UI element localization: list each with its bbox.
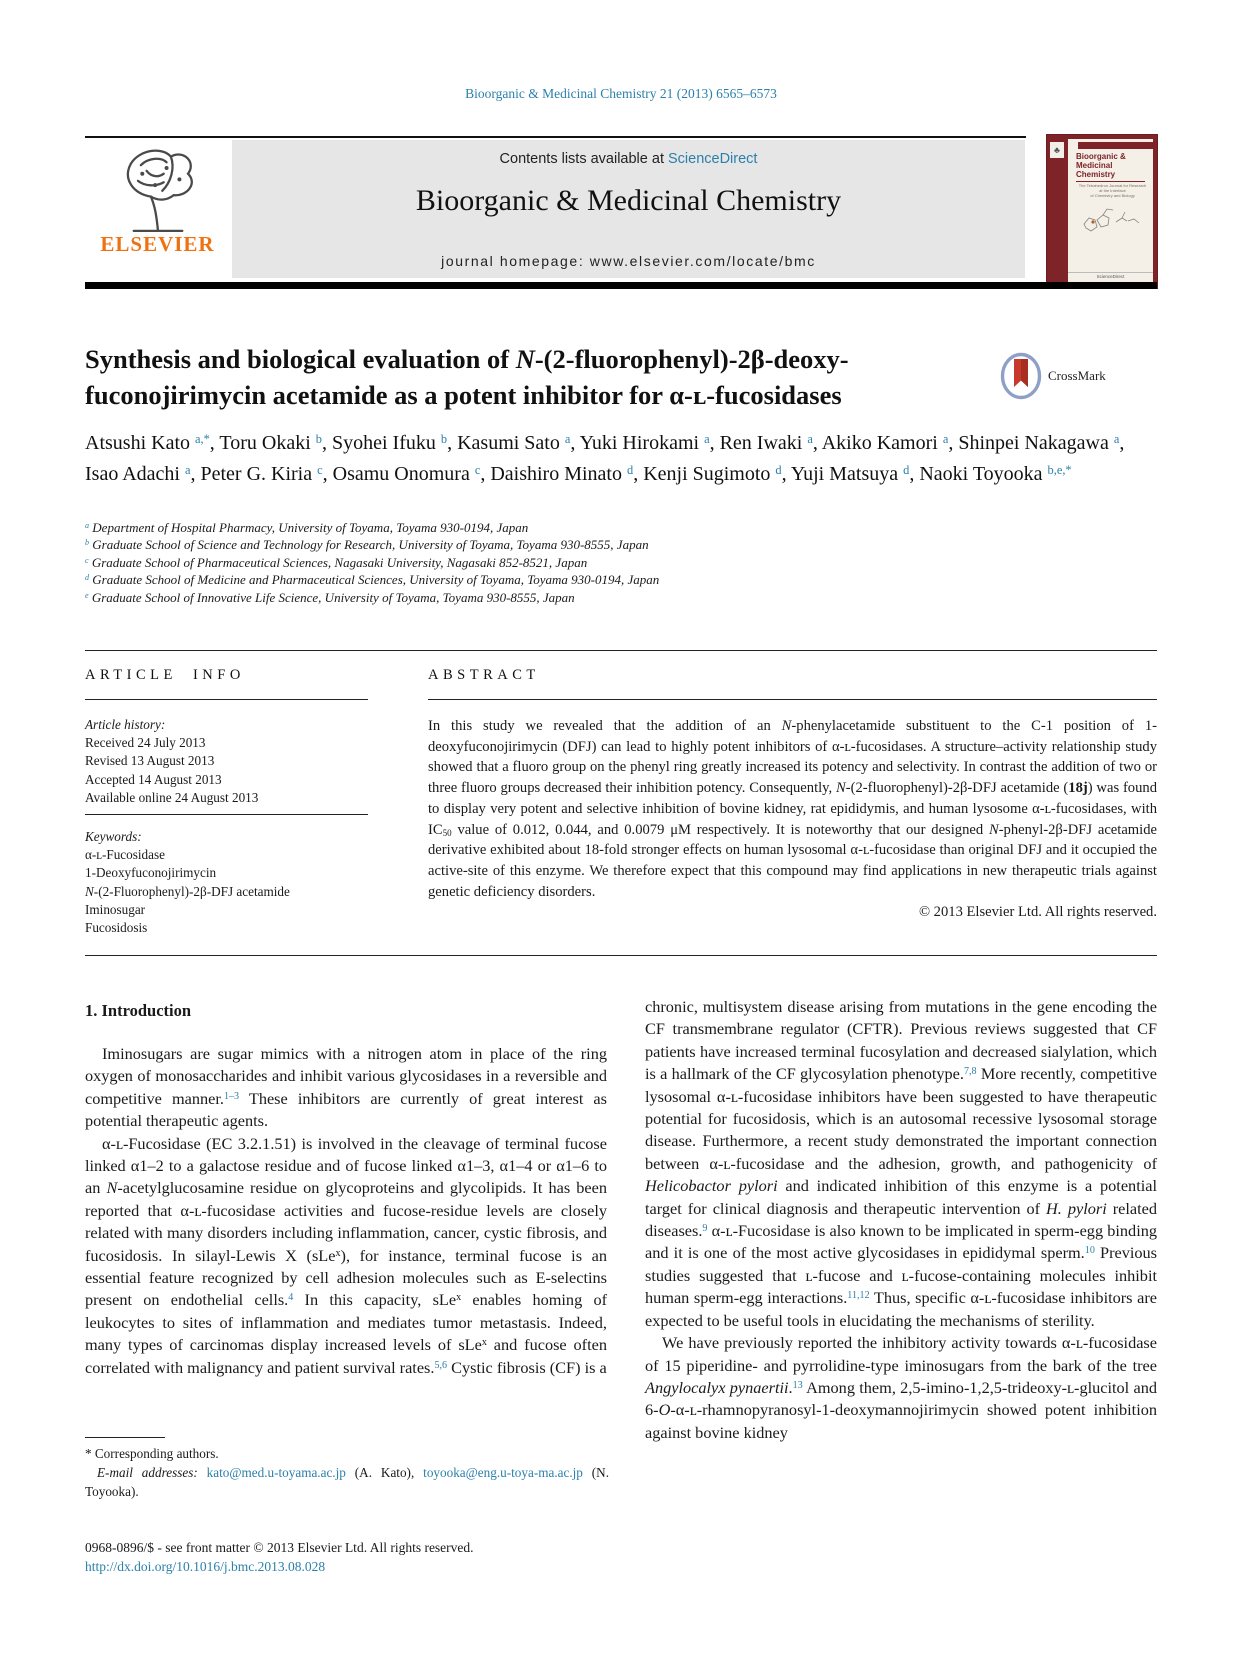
email-addresses-line: E-mail addresses: kato@med.u-toyama.ac.jp (A. Kato), toyooka@eng.u-toya-ma.ac.jp (N. Toyooka).: [85, 1465, 610, 1499]
corresponding-authors-note: * Corresponding authors.: [85, 1446, 219, 1461]
paragraph: We have previously reported the inhibitory activity towards α-ʟ-fucosidase of 15 piperidine- and pyrrolidine-type iminosugars from the bark of the tree Angylocalyx pynaertii.$^{13}$ Among them, 2,5-imino-1,2,5-trideoxy-ʟ-glucitol and 6-O-α-ʟ-rhamnopyranosyl-1-deoxymannojirimycin showed potent inhibition against bovine kidney: [645, 1333, 1158, 1442]
article-info-heading: ARTICLE INFO: [85, 667, 245, 683]
history-received: Received 24 July 2013: [85, 735, 206, 751]
affiliations: [85, 519, 1095, 606]
keywords-label: Keywords:: [85, 829, 142, 844]
abstract-copyright: © 2013 Elsevier Ltd. All rights reserved.: [918, 904, 1157, 921]
cover-top-bar: [1078, 142, 1153, 149]
affiliation-a: $^a$ Department of Hospital Pharmacy, University of Toyama, Toyama 930-0194, Japan: [85, 520, 529, 535]
keywords-divider: [85, 814, 368, 815]
article-history-block: [85, 716, 368, 807]
journal-cover-thumbnail: [1046, 134, 1158, 289]
cover-rule: [1076, 181, 1145, 182]
contents-prefix: Contents lists available at: [499, 151, 668, 167]
affiliation-d: $^d$ Graduate School of Medicine and Pharmaceutical Sciences, University of Toyama, Toyama 930-0194, Japan: [85, 572, 660, 588]
keyword-2: 1-Deoxyfuconojirimycin: [85, 865, 217, 881]
info-section-top-rule: [85, 650, 1157, 651]
body-section-top-rule: [85, 955, 1157, 956]
abstract-heading: ABSTRACT: [428, 667, 540, 683]
history-available: Available online 24 August 2013: [85, 789, 259, 805]
cover-title: Bioorganic & Medicinal Chemistry: [1076, 152, 1126, 179]
paragraph: Iminosugars are sugar mimics with a nitrogen atom in place of the ring oxygen of monosaccharides and inhibit various glycosidases in a reversible and competitive manner.$^{1-3}$ These inhibitors are currently of great interest as potential therapeutic agents.: [85, 1044, 607, 1131]
email-link-kato: kato@med.u-toyama.ac.jp: [206, 1465, 346, 1480]
crossmark-badge[interactable]: [1000, 352, 1160, 402]
history-revised: Revised 13 August 2013: [85, 753, 215, 769]
elsevier-logo: [85, 140, 230, 278]
section-1-heading: 1. Introduction: [85, 1001, 192, 1020]
keyword-4: Iminosugar: [85, 901, 146, 917]
page-citation: Bioorganic & Medicinal Chemistry 21 (2013) 6565–6573: [465, 86, 777, 101]
cover-molecule-art: [1076, 204, 1146, 240]
abstract-underline: [428, 699, 1157, 700]
cover-elsevier-mini-logo: ♣: [1050, 142, 1064, 158]
author-list: Atsushi Kato $^{a,*}$, Toru Okaki $^b$, Syohei Ifuku $^b$, Kasumi Sato $^a$, Yuki Hirokami $^a$, Ren Iwaki $^a$, Akiko Kamori $^a$, Shinpei Nakagawa $^a$, Isao Adachi $^a$, Peter G. Kiria $^c$, Osamu Onomura $^c$, Daishiro Minato $^d$, Kenji Sugimoto $^d$, Yuji Matsuya $^d$, Naoki Toyooka $^{b,e,*}$: [85, 431, 1125, 485]
keywords-block: [85, 828, 368, 937]
journal-masthead-box: [232, 140, 1025, 278]
abstract-block: [428, 716, 1157, 938]
footnote-rule: [85, 1437, 165, 1438]
cover-subtitle: The Tetrahedron Journal for Research at the Interface of Chemistry and Biology: [1078, 183, 1147, 198]
doi-link[interactable]: http://dx.doi.org/10.1016/j.bmc.2013.08.028: [85, 1559, 326, 1574]
masthead-black-bar: [85, 282, 1157, 289]
keyword-1: α-ʟ-Fucosidase: [85, 847, 165, 863]
article-info-underline: [85, 699, 368, 700]
affiliation-c: $^c$ Graduate School of Pharmaceutical Sciences, Nagasaki University, Nagasaki 852-8521, Japan: [85, 554, 588, 570]
sciencedirect-link[interactable]: ScienceDirect: [668, 151, 758, 167]
cover-panel: [1068, 139, 1153, 284]
journal-homepage-link[interactable]: journal homepage: www.elsevier.com/locate/bmc: [441, 253, 816, 269]
history-accepted: Accepted 14 August 2013: [85, 771, 222, 787]
body-right-column: [645, 996, 1157, 1444]
abstract-text: In this study we revealed that the addition of an N-phenylacetamide substituent to the C-1 position of 1-deoxyfuconojirimycin (DFJ) can lead to highly potent inhibitors of α-ʟ-fucosidases. A structure–activity relationship study showed that a fluoro group on the phenyl ring greatly increased its potency and selectivity. In contrast the addition of two or three fluoro groups decreased their inhibition potency. Consequently, N-(2-fluorophenyl)-2β-DFJ acetamide (18j) was found to display very potent and selective inhibition of bovine kidney, rat epididymis, and human lysosome α-ʟ-fucosidases, with $IC_{50}$ value of 0.012, 0.044, and 0.0079 μM respectively. It is noteworthy that our designed N-phenyl-2β-DFJ acetamide derivative exhibited about 18-fold stronger effects on human lysosomal α-ʟ-fucosidase than original DFJ and it occupied the active-site of this enzyme. We therefore expect that this compound may find applications in new therapeutic trials against genetic deficiency disorders.: [428, 718, 1158, 900]
keyword-3: N-(2-Fluorophenyl)-2β-DFJ acetamide: [85, 883, 290, 899]
cover-footer-text: ScienceDirect: [1068, 272, 1153, 279]
crossmark-label: CrossMark: [1048, 368, 1106, 383]
email-link-toyooka: toyooka@eng.u-toya-ma.ac.jp: [423, 1465, 583, 1480]
elsevier-wordmark: ELSEVIER: [100, 232, 215, 256]
journal-name: Bioorganic & Medicinal Chemistry: [415, 184, 842, 217]
paragraph: α-ʟ-Fucosidase (EC 3.2.1.51) is involved in the cleavage of terminal fucose linked α1–2 to a galactose residue and of fucose linked α1–3, α1–4 or α1–6 to an N-acetylglucosamine residue on glycoproteins and glycolipids. It has been reported that α-ʟ-fucosidase activities and fucose-residue levels are closely related with many disorders including inflammation, cancer, cystic fibrosis, and fucosidosis. In silayl-Lewis X (sLe$^x$), for instance, terminal fucose is an essential feature recognized by cell adhesion molecules such as E-selectins present on endothelial cells.$^4$ In this capacity, sLe$^x$ enables homing of leukocytes to sites of inflammation and mediates tumor metastasis. Indeed, many types of carcinomas display increased levels of sLe$^x$ and fucose often correlated with malignancy and patient survival rates.$^{5,6}$ Cystic fibrosis (CF) is a: [85, 1133, 608, 1377]
issn-copyright-line: 0968-0896/$ - see front matter © 2013 Elsevier Ltd. All rights reserved.: [85, 1540, 474, 1555]
contents-lists-line: [232, 151, 1025, 167]
body-left-column: [85, 1043, 607, 1379]
affiliation-b: $^b$ Graduate School of Science and Technology for Research, University of Toyama, Toyama 930-8555, Japan: [85, 537, 649, 553]
keyword-5: Fucosidosis: [85, 920, 148, 936]
affiliation-e: $^e$ Graduate School of Innovative Life Science, University of Toyama, Toyama 930-8555, Japan: [85, 589, 575, 605]
paragraph: chronic, multisystem disease arising from mutations in the gene encoding the CF transmembrane regulator (CFTR). Previous reviews suggested that CF patients have increased terminal fucosylation and decreased sialylation, which is a hallmark of the CF glycosylation phenotype.$^{7,8}$ More recently, competitive lysosomal α-ʟ-fucosidase inhibitors have been suggested to have therapeutic potential for fucosidosis, which is an autosomal recessive lysosomal storage disease. Furthermore, a recent study demonstrated the important connection between α-ʟ-fucosidase and the adhesion, growth, and pathogenicity of Helicobactor pylori and indicated inhibition of this enzyme is a potential target for clinical diagnosis and therapeutic intervention of H. pylori related diseases.$^9$ α-ʟ-Fucosidase is also known to be implicated in sperm-egg binding and it is one of the most active glycosidases in epididymal sperm.$^{10}$ Previous studies suggested that ʟ-fucose and ʟ-fucose-containing molecules inhibit human sperm-egg interactions.$^{11,12}$ Thus, specific α-ʟ-fucosidase inhibitors are expected to be useful tools in elucidating the mechanisms of sterility.: [645, 997, 1158, 1330]
article-title: Synthesis and biological evaluation of N-(2-fluorophenyl)-2β-deoxy- fuconojirimycin acetamide as a potent inhibitor for α-ʟ-fucosidases: [85, 344, 849, 410]
article-history-label: Article history:: [85, 717, 166, 732]
crossmark-icon: [1000, 352, 1042, 400]
elsevier-tree-icon: [108, 142, 208, 234]
masthead-top-rule: [85, 136, 1026, 138]
footnote-block: [85, 1444, 609, 1501]
